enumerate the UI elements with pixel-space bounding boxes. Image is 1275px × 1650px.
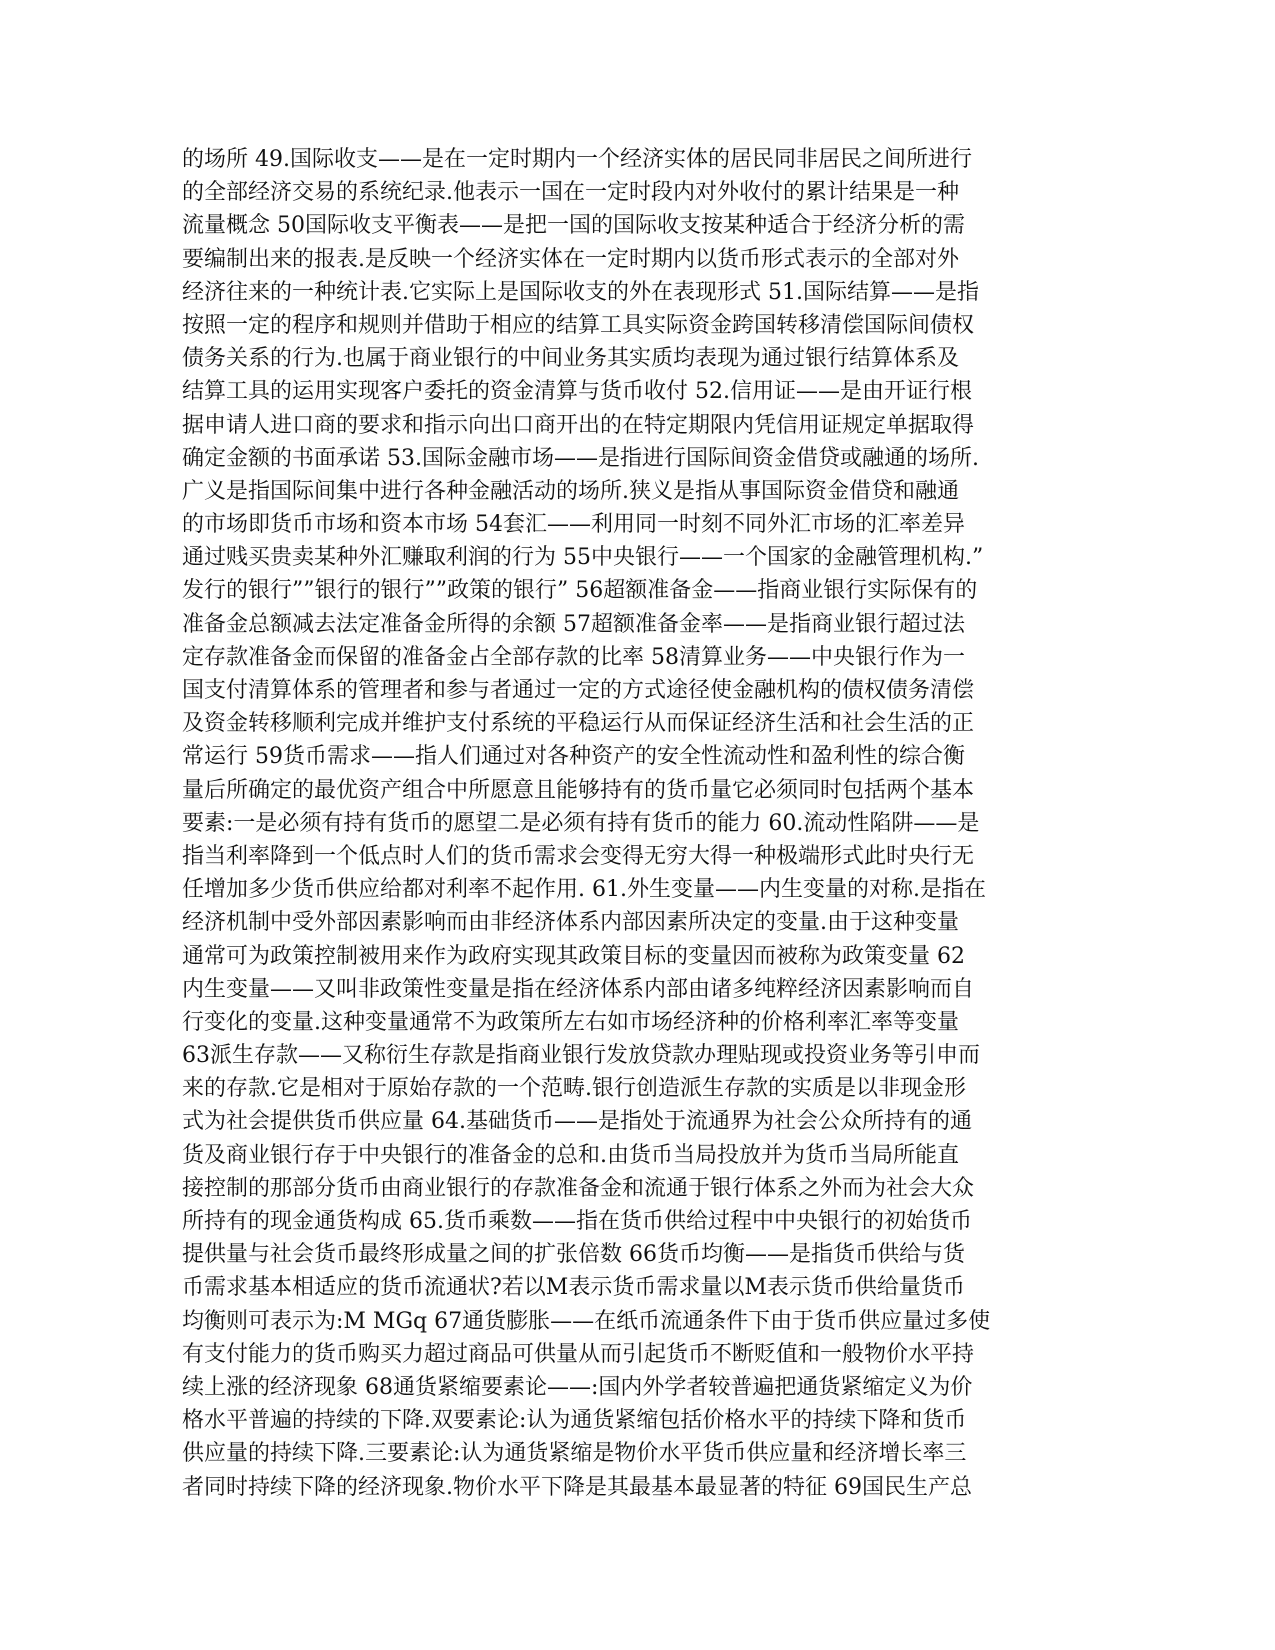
text-line: 据申请人进口商的要求和指示向出口商开出的在特定期限内凭信用证规定单据取得 bbox=[182, 412, 975, 438]
text-line: 结算工具的运用实现客户委托的资金清算与货币收付 52.信用证——是由开证行根 bbox=[182, 379, 972, 405]
text-line: 准备金总额减去法定准备金所得的余额 57超额准备金率——是指商业银行超过法 bbox=[182, 611, 965, 637]
text-line: 量后所确定的最优资产组合中所愿意且能够持有的货币量它必须同时包括两个基本 bbox=[182, 777, 975, 803]
text-line: 确定金额的书面承诺 53.国际金融市场——是指进行国际间资金借贷或融通的场所. bbox=[182, 445, 979, 471]
text-line: 内生变量——又叫非政策性变量是指在经济体系内部由诸多纯粹经济因素影响而自 bbox=[182, 976, 975, 1002]
text-line: 及资金转移顺利完成并维护支付系统的平稳运行从而保证经济生活和社会生活的正 bbox=[182, 711, 975, 737]
text-line: 提供量与社会货币最终形成量之间的扩张倍数 66货币均衡——是指货币供给与货 bbox=[182, 1242, 965, 1268]
text-line: 的全部经济交易的系统纪录.他表示一国在一定时段内对外收付的累计结果是一种 bbox=[182, 180, 959, 206]
text-line: 行变化的变量.这种变量通常不为政策所左右如市场经济种的价格利率汇率等变量 bbox=[182, 1009, 959, 1035]
text-line: 债务关系的行为.也属于商业银行的中间业务其实质均表现为通过银行结算体系及 bbox=[182, 346, 959, 372]
text-line: 经济机制中受外部因素影响而由非经济体系内部因素所决定的变量.由于这种变量 bbox=[182, 910, 959, 936]
text-line: 任增加多少货币供应给都对利率不起作用. 61.外生变量——内生变量的对称.是指在 bbox=[182, 877, 986, 903]
text-line: 国支付清算体系的管理者和参与者通过一定的方式途径使金融机构的债权债务清偿 bbox=[182, 678, 975, 703]
text-line: 的场所 49.国际收支——是在一定时期内一个经济实体的居民同非居民之间所进行 bbox=[182, 147, 972, 172]
text-line: 经济往来的一种统计表.它实际上是国际收支的外在表现形式 51.国际结算——是指 bbox=[182, 279, 979, 305]
text-line: 流量概念 50国际收支平衡表——是把一国的国际收支按某种适合于经济分析的需 bbox=[182, 213, 965, 239]
text-line: 发行的银行””银行的银行””政策的银行” 56超额准备金——指商业银行实际保有的 bbox=[182, 578, 978, 604]
text-line: 货及商业银行存于中央银行的准备金的总和.由货币当局投放并为货币当局所能直 bbox=[182, 1142, 959, 1168]
text-line: 通过贱买贵卖某种外汇赚取利润的行为 55中央银行——一个国家的金融管理机构.” bbox=[182, 545, 984, 571]
text-line: 通常可为政策控制被用来作为政府实现其政策目标的变量因而被称为政策变量 62 bbox=[182, 943, 965, 969]
text-line: 的市场即货币市场和资本市场 54套汇——利用同一时刻不同外汇市场的汇率差异 bbox=[182, 512, 965, 538]
text-line: 定存款准备金而保留的准备金占全部存款的比率 58清算业务——中央银行作为一 bbox=[182, 644, 965, 670]
text-line: 指当利率降到一个低点时人们的货币需求会变得无穷大得一种极端形式此时央行无 bbox=[182, 843, 975, 869]
text-line: 币需求基本相适应的货币流通状?若以M表示货币需求量以M表示货币供给量货币 bbox=[182, 1275, 965, 1301]
text-line: 所持有的现金通货构成 65.货币乘数——指在货币供给过程中中央银行的初始货币 bbox=[182, 1209, 972, 1234]
text-line: 要编制出来的报表.是反映一个经济实体在一定时期内以货币形式表示的全部对外 bbox=[182, 246, 959, 272]
text-line: 均衡则可表示为:M MGq 67通货膨胀——在纸币流通条件下由于货币供应量过多使 bbox=[182, 1308, 991, 1334]
text-line: 式为社会提供货币供应量 64.基础货币——是指处于流通界为社会公众所持有的通 bbox=[182, 1109, 972, 1135]
text-line: 按照一定的程序和规则并借助于相应的结算工具实际资金跨国转移清偿国际间债权 bbox=[182, 312, 975, 338]
document-body-text bbox=[182, 143, 1062, 1504]
text-line: 有支付能力的货币购买力超过商品可供量从而引起货币不断贬值和一般物价水平持 bbox=[182, 1341, 975, 1367]
text-line: 广义是指国际间集中进行各种金融活动的场所.狭义是指从事国际资金借贷和融通 bbox=[182, 478, 959, 504]
text-line: 者同时持续下降的经济现象.物价水平下降是其最基本最显著的特征 69国民生产总 bbox=[182, 1474, 972, 1500]
text-line: 来的存款.它是相对于原始存款的一个范畴.银行创造派生存款的实质是以非现金形 bbox=[182, 1076, 966, 1102]
text-line: 要素:一是必须有持有货币的愿望二是必须有持有货币的能力 60.流动性陷阱——是 bbox=[182, 810, 980, 836]
text-line: 接控制的那部分货币由商业银行的存款准备金和流通于银行体系之外而为社会大众 bbox=[182, 1175, 975, 1201]
text-line: 供应量的持续下降.三要素论:认为通货紧缩是物价水平货币供应量和经济增长率三 bbox=[182, 1441, 967, 1467]
text-line: 常运行 59货币需求——指人们通过对各种资产的安全性流动性和盈利性的综合衡 bbox=[182, 744, 965, 770]
text-line: 续上涨的经济现象 68通货紧缩要素论——:国内外学者较普遍把通货紧缩定义为价 bbox=[182, 1374, 973, 1400]
text-line: 格水平普遍的持续的下降.双要素论:认为通货紧缩包括价格水平的持续下降和货币 bbox=[182, 1408, 967, 1434]
text-line: 63派生存款——又称衍生存款是指商业银行发放贷款办理贴现或投资业务等引申而 bbox=[182, 1043, 980, 1069]
